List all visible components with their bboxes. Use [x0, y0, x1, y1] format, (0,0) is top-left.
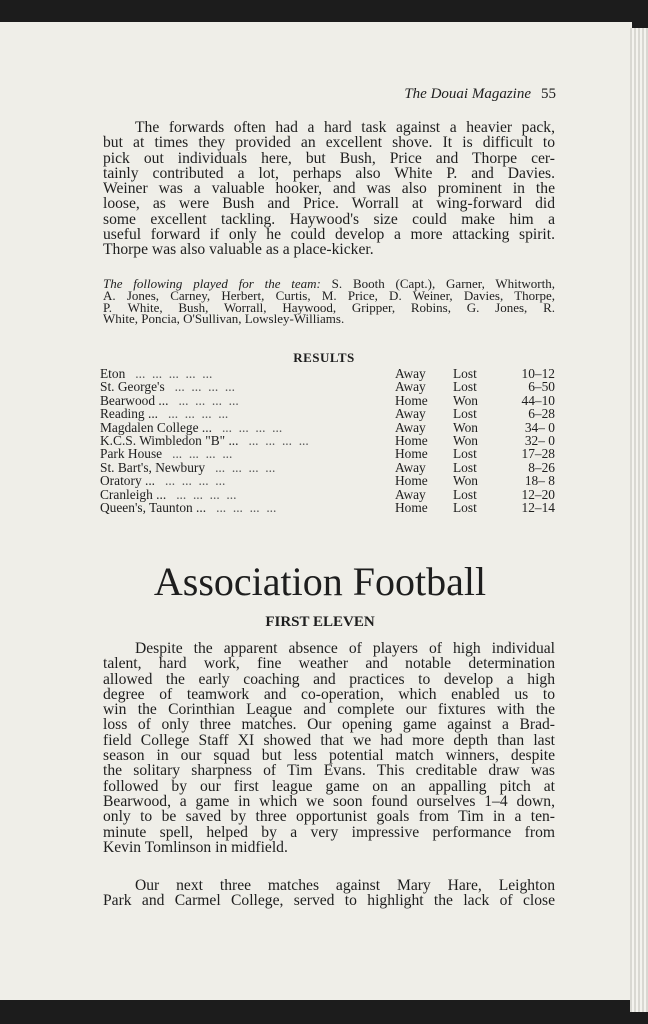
result-score: 8–26 [528, 459, 555, 475]
result-team [100, 501, 395, 514]
result-venue: Away [395, 486, 426, 502]
football-paragraph-1 [103, 641, 555, 855]
rugby-forwards-paragraph [103, 120, 555, 258]
text-line: Kevin Tomlinson in midfield. [103, 838, 288, 856]
text-line: some excellent tackling. Haywood's size could make him a [103, 210, 555, 228]
result-team [100, 488, 395, 501]
text-line: loose, as were Bush and Price. Worrall at wing-forward did [103, 195, 555, 213]
team-list [103, 278, 555, 325]
result-row [100, 380, 555, 393]
result-row [100, 434, 555, 447]
team-name: Eton [100, 366, 126, 381]
text-line: minute spell, helped by a very impressive performance from [103, 823, 555, 841]
section-subtitle: FIRST ELEVEN [265, 614, 375, 630]
leader-dots: ... ... ... ... [178, 392, 239, 408]
result-team [100, 434, 395, 447]
result-result: Lost [453, 446, 477, 462]
leader-dots: ... ... ... ... ... [135, 366, 213, 381]
text-line: the solitary sharpness of Tim Evans. This creditable draw was [103, 762, 555, 780]
text-line: pick out individuals here, but Bush, Price and Thorpe cer- [103, 149, 555, 167]
result-score: 12–20 [521, 486, 555, 502]
result-row [100, 447, 555, 460]
leader-dots: ... ... ... ... [172, 446, 233, 462]
result-team [100, 461, 395, 474]
team-list-intro: The following played for the team: [103, 276, 321, 291]
text-line: Park and Carmel College, served to highlight the lack of close [103, 892, 555, 910]
result-result: Lost [453, 500, 477, 516]
text-line: only to be saved by three opportunist goals from Tim in a ten- [103, 808, 555, 826]
team-name: Reading ... [100, 406, 159, 422]
result-result: Lost [453, 486, 477, 502]
text-line: Our next three matches against Mary Hare, Leighton [135, 877, 555, 894]
team-name: Park House [100, 446, 163, 462]
result-row [100, 488, 555, 501]
text-line: tainly contributed a lot, perhaps also White P. and Davies. [103, 164, 555, 182]
text-line: talent, hard work, fine weather and notable determination [103, 655, 555, 673]
text-line: season in our squad but less potential match winners, despite [103, 747, 555, 765]
result-venue: Home [395, 446, 428, 462]
team-name: St. George's [100, 379, 165, 395]
team-name: Bearwood ... [100, 392, 169, 408]
result-result: Lost [453, 459, 477, 475]
leader-dots: ... ... ... ... [176, 486, 237, 502]
text-line: useful forward if only he could develop a more attacking spirit. [103, 226, 555, 244]
result-row [100, 461, 555, 474]
text-line: Weiner was a valuable hooker, and was also prominent in the [103, 180, 555, 198]
text-line: Thorpe was also valuable as a place-kicker. [103, 241, 374, 259]
result-score: 44–10 [521, 392, 555, 408]
result-team [100, 407, 395, 420]
team-list-line: White, Poncia, O'Sullivan, Lowsley-Williams. [103, 311, 345, 327]
team-name: Oratory ... [100, 473, 156, 489]
results-heading: RESULTS [293, 350, 355, 365]
text-line: loss of only three matches. Our opening game against a Brad- [103, 716, 555, 734]
leader-dots: ... ... ... ... [216, 500, 277, 516]
result-venue: Home [395, 392, 428, 408]
team-name: Cranleigh ... [100, 486, 167, 502]
result-result: Won [453, 473, 478, 489]
result-row [100, 501, 555, 514]
result-team [100, 474, 395, 487]
team-list-line: A. Jones, Carney, Herbert, Curtis, M. Price, D. Weiner, Davies, Thorpe, [103, 287, 555, 303]
result-team [100, 394, 395, 407]
text-line: allowed the early coaching and practices to develop a high [103, 670, 555, 688]
leader-dots: ... ... ... ... [168, 406, 229, 422]
result-venue: Away [395, 379, 426, 395]
result-venue: Away [395, 366, 426, 381]
text-line: win the Corinthian League and complete our fixtures with the [103, 701, 555, 719]
page-stack-edge [630, 28, 648, 1012]
text-line: Bearwood, a game in which we soon found ourselves 1–4 down, [103, 792, 555, 810]
team-name: Magdalen College ... [100, 419, 212, 435]
results-table [100, 367, 555, 514]
result-result: Lost [453, 406, 477, 422]
result-team [100, 447, 395, 460]
result-venue: Home [395, 500, 428, 516]
result-row [100, 367, 555, 380]
team-name: K.C.S. Wimbledon "B" ... [100, 433, 239, 449]
result-result: Won [453, 433, 478, 449]
result-score: 6–28 [528, 406, 555, 422]
leader-dots: ... ... ... ... [165, 473, 226, 489]
result-score: 6–50 [528, 379, 555, 395]
team-list-line: S. Booth (Capt.), Garner, Whitworth, [320, 276, 555, 291]
result-score: 32– 0 [524, 433, 555, 449]
team-name: St. Bart's, Newbury [100, 459, 206, 475]
text-line: Despite the apparent absence of players of high individual [135, 640, 555, 657]
result-result: Won [453, 392, 478, 408]
leader-dots: ... ... ... ... [221, 419, 283, 435]
result-row [100, 474, 555, 487]
text-line: The forwards often had a hard task against a heavier pack, [135, 119, 555, 136]
section-title: Association Football [153, 559, 487, 604]
result-score: 17–28 [521, 446, 555, 462]
result-team [100, 421, 395, 434]
page-number: 55 [541, 86, 556, 102]
result-venue: Home [395, 433, 428, 449]
running-header [404, 86, 556, 103]
text-line: field College Staff XI showed that we had more depth than last [103, 731, 555, 749]
result-score: 12–14 [521, 500, 555, 516]
result-row [100, 407, 555, 420]
result-team [100, 367, 395, 380]
result-result: Lost [453, 366, 477, 381]
result-venue: Away [395, 459, 426, 475]
result-result: Won [453, 419, 478, 435]
result-row [100, 394, 555, 407]
result-result: Lost [453, 379, 477, 395]
magazine-title: The Douai Magazine [404, 86, 531, 102]
team-list-line: P. White, Bush, Worrall, Haywood, Gripper, Robins, G. Jones, R. [103, 299, 555, 315]
football-paragraph-2 [103, 878, 555, 909]
leader-dots: ... ... ... ... [174, 379, 235, 395]
result-score: 18– 8 [524, 473, 555, 489]
result-score: 10–12 [521, 366, 555, 381]
text-line: but at times they provided an excellent shove. It is difficult to [103, 134, 555, 152]
leader-dots: ... ... ... ... [215, 459, 276, 475]
text-line: degree of teamwork and co-operation, which enabled us to [103, 685, 555, 703]
result-venue: Away [395, 419, 426, 435]
leader-dots: ... ... ... ... [248, 433, 309, 449]
result-score: 34– 0 [524, 419, 555, 435]
text-line: followed by our first league game on an appalling pitch at [103, 777, 555, 795]
result-row [100, 421, 555, 434]
result-venue: Home [395, 473, 428, 489]
result-venue: Away [395, 406, 426, 422]
team-name: Queen's, Taunton ... [100, 500, 207, 516]
result-team [100, 380, 395, 393]
